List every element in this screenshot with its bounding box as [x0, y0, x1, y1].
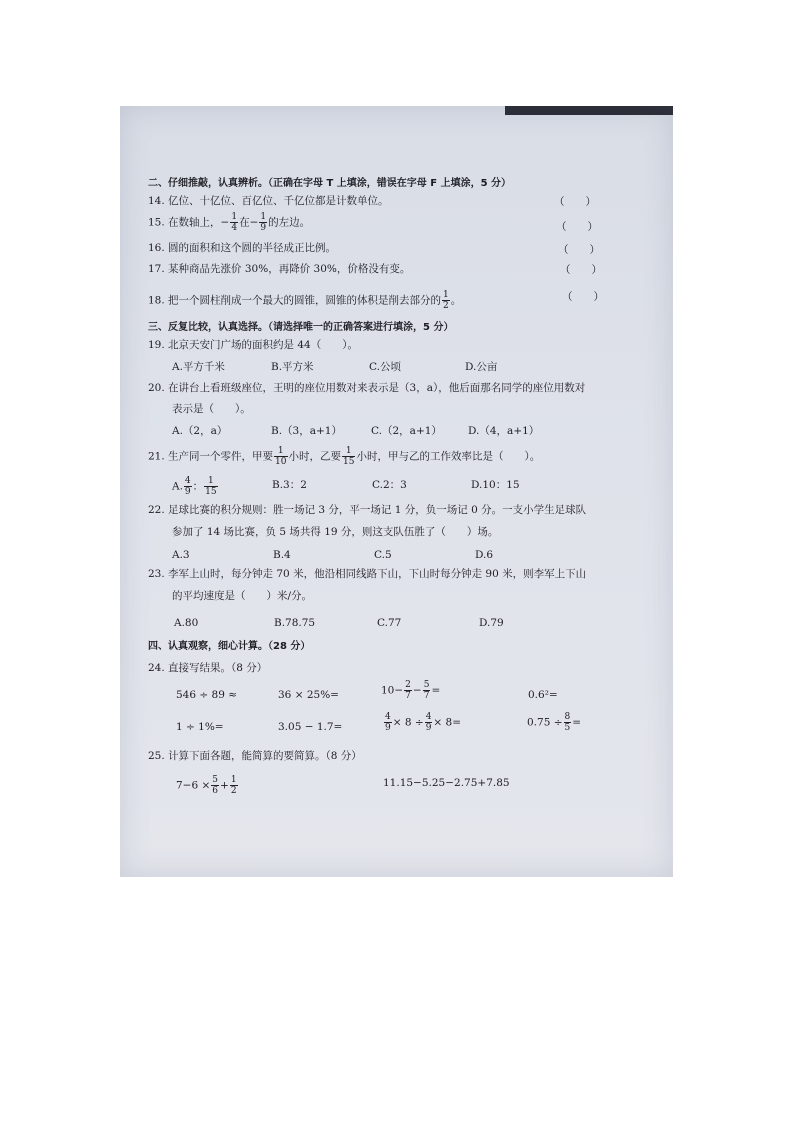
q21-option-b: B.3：2	[272, 479, 307, 491]
calc-7: $\frac{4}{9}$ × 8 ÷ $\frac{4}{9}$ × 8=	[385, 712, 462, 733]
fraction: $\frac{1}{15}$	[205, 476, 217, 497]
question-25: 25. 计算下面各题，能简算的要简算。（8 分）	[148, 750, 362, 762]
q21-option-d: D.10：15	[471, 479, 520, 491]
q21-text-a: 21. 生产同一个零件，甲要	[148, 450, 274, 463]
answer-paren-17: （ ）	[560, 264, 602, 276]
fraction: $\frac{1}{2}$	[443, 290, 449, 311]
question-23-line1: 23. 李军上山时，每分钟走 70 米，他沿相同线路下山，下山时每分钟走 90 米，则李军上下山	[148, 568, 587, 580]
answer-paren-16: （ ）	[558, 244, 600, 256]
fraction: $\frac{5}{7}$	[423, 680, 430, 701]
question-16: 16. 圆的面积和这个圆的半径成正比例。	[148, 242, 337, 254]
q15-text-c: 的左边。	[268, 216, 311, 229]
expr-1: 7−6 × $\frac{5}{6}$ + $\frac{1}{2}$	[176, 775, 237, 796]
q19-option-b: B.平方米	[271, 361, 314, 373]
question-23-line2: 的平均速度是（ ）米/分。	[172, 590, 313, 602]
q20-option-a: A.（2，a）	[172, 425, 228, 437]
q18-text: 18. 把一个圆柱削成一个最大的圆锥，圆锥的体积是削去部分的	[148, 294, 442, 307]
q23-option-c: C.77	[377, 617, 402, 629]
question-22-line1: 22. 足球比赛的积分规则：胜一场记 3 分，平一场记 1 分，负一场记 0 分。一支小学生足球队	[148, 504, 587, 516]
question-18	[148, 290, 461, 311]
fraction: $\frac{5}{6}$	[212, 775, 219, 796]
q22-option-a: A.3	[172, 549, 190, 561]
fraction: $\frac{2}{7}$	[405, 680, 411, 701]
q23-option-d: D.79	[479, 617, 504, 629]
fraction: $\frac{1}{10}$	[275, 446, 287, 467]
q21-text-c: 小时，甲与乙的工作效率比是（ ）。	[356, 450, 541, 463]
question-15	[148, 212, 310, 233]
q19-option-a: A.平方千米	[172, 361, 225, 373]
section-2-title: 二、仔细推敲，认真辨析。（正确在字母 T 上填涂，错误在字母 F 上填涂，5 分）	[148, 178, 512, 189]
fraction: $\frac{4}{9}$	[425, 712, 432, 733]
q20-option-d: D.（4，a+1）	[468, 425, 540, 437]
question-14: 14. 亿位、十亿位、百亿位、千亿位都是计数单位。	[148, 195, 389, 207]
calc-1: 546 ÷ 89 ≈	[176, 689, 238, 701]
question-17: 17. 某种商品先涨价 30%，再降价 30%，价格没有变。	[148, 263, 411, 275]
q18-end: 。	[450, 294, 462, 307]
fraction: $\frac{8}{5}$	[564, 712, 571, 733]
calc-2: 36 × 25%=	[278, 689, 339, 701]
expr-2: 11.15−5.25−2.75+7.85	[383, 777, 510, 789]
q21-text-b: 小时，乙要	[288, 450, 341, 463]
fraction: $\frac{4}{9}$	[184, 476, 191, 497]
q22-option-c: C.5	[374, 549, 392, 561]
question-19: 19. 北京天安门广场的面积约是 44（ ）。	[148, 339, 358, 351]
question-21	[148, 446, 540, 467]
fraction: $\frac{1}{2}$	[230, 775, 237, 796]
q21-option-c: C.2：3	[372, 479, 407, 491]
calc-6: 3.05 − 1.7=	[278, 721, 343, 733]
calc-8: 0.75 ÷ $\frac{8}{5}$ =	[527, 712, 582, 733]
q15-text-a: 15. 在数轴上，−	[148, 216, 230, 229]
fraction: $\frac{1}{9}$	[260, 212, 267, 233]
q20-option-b: B.（3，a+1）	[271, 425, 342, 437]
calc-3: 10− $\frac{2}{7}$ − $\frac{5}{7}$ =	[381, 680, 441, 701]
q19-option-d: D.公亩	[465, 361, 498, 373]
section-4-title: 四、认真观察，细心计算。（28 分）	[148, 641, 311, 652]
fraction: $\frac{4}{9}$	[385, 712, 391, 733]
q19-option-c: C.公顷	[369, 361, 401, 373]
fraction: $\frac{1}{15}$	[343, 446, 355, 467]
calc-5: 1 ÷ 1%=	[176, 721, 224, 733]
section-3-title: 三、反复比较，认真选择。（请选择唯一的正确答案进行填涂，5 分）	[148, 322, 454, 333]
answer-paren-15: （ ）	[556, 221, 598, 233]
question-20-line2: 表示是（ ）。	[172, 403, 251, 415]
answer-paren-18: （ ）	[562, 291, 604, 303]
q21-option-a: A. $\frac{4}{9}$ ： $\frac{1}{15}$	[172, 476, 217, 497]
q23-option-b: B.78.75	[274, 617, 316, 629]
q22-option-d: D.6	[475, 549, 494, 561]
question-22-line2: 参加了 14 场比赛，负 5 场共得 19 分，则这支队伍胜了（ ）场。	[172, 526, 499, 538]
question-20-line1: 20. 在讲台上看班级座位，王明的座位用数对来表示是（3，a），他后面那名同学的座位用数对	[148, 382, 586, 394]
calc-4: 0.6²=	[528, 689, 558, 701]
q20-option-c: C.（2，a+1）	[371, 425, 442, 437]
question-24: 24. 直接写结果。（8 分）	[148, 662, 268, 674]
answer-paren-14: （ ）	[554, 196, 596, 208]
q23-option-a: A.80	[174, 617, 199, 629]
fraction: $\frac{1}{4}$	[231, 212, 238, 233]
q15-text-b: 在−	[239, 216, 259, 229]
q22-option-b: B.4	[273, 549, 291, 561]
